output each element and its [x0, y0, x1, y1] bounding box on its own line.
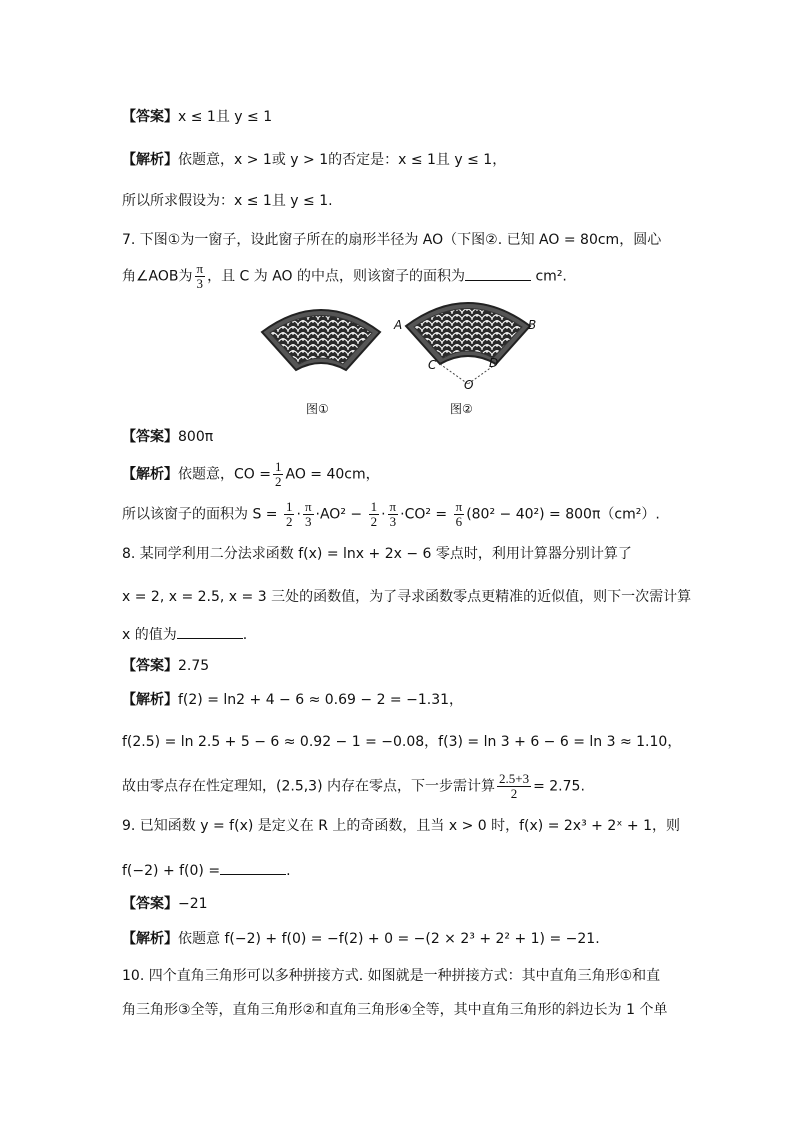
area-part-1: 所以该窗子的面积为 S =	[122, 506, 278, 523]
fraction	[303, 500, 314, 529]
point-label-a: A	[394, 318, 403, 332]
analysis-part-1: 依题意，CO =	[178, 466, 271, 483]
answer-blank	[465, 266, 531, 281]
q9-stem-line1: 9. 已知函数 y = f(x) 是定义在 R 上的奇函数，且当 x > 0 时，f(x) = 2x³ + 2ˣ + 1，则	[122, 818, 680, 834]
fraction-numerator: 1	[274, 459, 282, 474]
fraction-denominator: 3	[389, 514, 397, 529]
point-label-o: O	[464, 378, 474, 392]
q7-unit: cm².	[535, 268, 567, 285]
answer-label: 【答案】	[122, 429, 178, 445]
fraction-numerator: π	[389, 499, 397, 514]
answer-text: 2.75	[178, 658, 210, 674]
answer-label: 【答案】	[122, 658, 178, 674]
fraction-denominator: 2	[370, 514, 378, 529]
analysis-text: f(2) = ln2 + 4 − 6 ≈ 0.69 − 2 = −1.31，	[178, 692, 464, 708]
answer-text: −21	[178, 896, 208, 912]
fraction-denominator: 2	[285, 514, 293, 529]
analysis-label: 【解析】	[122, 931, 178, 947]
fraction-numerator: 2.5+3	[499, 771, 530, 786]
window-figure-1	[258, 302, 384, 380]
fraction-denominator: 3	[196, 276, 204, 291]
q7-area-formula: 所以该窗子的面积为 S = $\frac{1}{2}$ · $\frac{\pi}{3}$ ·AO² − $\frac{1}{2}$ · $\frac{\pi}{3}$ ·CO² = $\frac{\pi}{6}$ (80² − 40²) = 800π（cm²）.	[122, 499, 660, 529]
answer-text: 800π	[178, 429, 214, 445]
fraction	[369, 500, 380, 529]
q9-answer	[122, 894, 208, 914]
fraction	[388, 500, 399, 529]
fraction-denominator: 2	[274, 474, 282, 489]
fraction	[273, 460, 284, 489]
fraction-denominator: 2	[510, 786, 518, 801]
q9-analysis	[122, 929, 600, 949]
fraction-numerator: 1	[370, 499, 378, 514]
q7-answer	[122, 427, 213, 447]
fraction-denominator: 3	[304, 514, 312, 529]
q8-stem-line3	[122, 624, 247, 645]
q6-analysis	[122, 150, 506, 170]
fraction-numerator: 1	[285, 499, 293, 514]
q7-stem-angle: 角∠AOB为	[122, 268, 193, 285]
analysis-text: 依题意，x > 1或 y > 1的否定是：x ≤ 1且 y ≤ 1，	[178, 152, 507, 168]
q10-stem-line2: 角三角形③全等，直角三角形②和直角三角形④全等，其中直角三角形的斜边长为 1 个单	[122, 1002, 668, 1018]
fraction	[284, 500, 295, 529]
answer-label: 【答案】	[122, 109, 178, 125]
q7-stem-line2	[122, 262, 567, 291]
analysis-text: 依题意 f(−2) + f(0) = −f(2) + 0 = −(2 × 2³ + 2² + 1) = −21.	[178, 931, 600, 947]
q10-stem-line1: 10. 四个直角三角形可以多种拼接方式. 如图就是一种拼接方式：其中直角三角形①和直	[122, 968, 661, 984]
answer-text: x ≤ 1且 y ≤ 1	[178, 109, 273, 125]
fraction-numerator: π	[196, 261, 204, 276]
q8-analysis-3	[122, 772, 585, 801]
q8-stem-period: .	[242, 627, 248, 643]
analysis-part-1: 故由零点存在性定理知，(2.5,3) 内存在零点，下一步需计算	[122, 778, 495, 795]
q9-stem-expr: f(−2) + f(0) =	[122, 863, 221, 879]
fraction	[195, 262, 206, 291]
answer-label: 【答案】	[122, 896, 178, 912]
q8-stem-line2: x = 2, x = 2.5, x = 3 三处的函数值，为了寻求函数零点更精准的近似值，则下一次需计算	[122, 589, 692, 605]
q6-conclusion: 所以所求假设为：x ≤ 1且 y ≤ 1.	[122, 193, 333, 209]
fraction-numerator: π	[304, 499, 312, 514]
point-label-c: C	[428, 358, 437, 372]
area-part-2: AO² −	[319, 506, 363, 523]
q8-analysis-2: f(2.5) = ln 2.5 + 5 − 6 ≈ 0.92 − 1 = −0.08，f(3) = ln 3 + 6 − 6 = ln 3 ≈ 1.10，	[122, 734, 682, 750]
answer-blank	[220, 860, 286, 875]
q8-answer	[122, 656, 209, 676]
figure-1-caption: 图①	[306, 402, 329, 416]
figure-2-caption: 图②	[450, 402, 473, 416]
analysis-part-2: AO = 40cm，	[285, 466, 380, 483]
point-label-d: D	[489, 356, 499, 370]
q7-stem-line1: 7. 下图①为一窗子，设此窗子所在的扇形半径为 AO（下图②. 已知 AO = 80cm，圆心	[122, 232, 662, 248]
analysis-label: 【解析】	[122, 466, 178, 483]
q9-stem-line2	[122, 860, 291, 881]
fraction	[497, 772, 531, 801]
point-label-b: B	[528, 318, 537, 332]
analysis-label: 【解析】	[122, 152, 178, 168]
q9-stem-period: .	[286, 863, 291, 879]
q8-analysis-1	[122, 690, 463, 710]
analysis-part-2: = 2.75.	[533, 778, 585, 795]
q8-stem-line1: 8. 某同学利用二分法求函数 f(x) = lnx + 2x − 6 零点时，利用计算器分别计算了	[122, 546, 632, 562]
q8-stem-x: x 的值为	[122, 627, 177, 643]
area-part-4: (80² − 40²) = 800π（cm²）.	[466, 506, 660, 523]
analysis-label: 【解析】	[122, 692, 178, 708]
area-part-3: CO² =	[404, 506, 448, 523]
fraction: $\frac{\pi}{6}$	[455, 499, 463, 529]
q7-stem-condition: ，且 C 为 AO 的中点，则该窗子的面积为	[207, 268, 466, 285]
fraction-numerator: π	[455, 499, 463, 514]
answer-blank	[177, 624, 243, 639]
q6-answer	[122, 107, 272, 127]
q7-analysis	[122, 460, 380, 489]
